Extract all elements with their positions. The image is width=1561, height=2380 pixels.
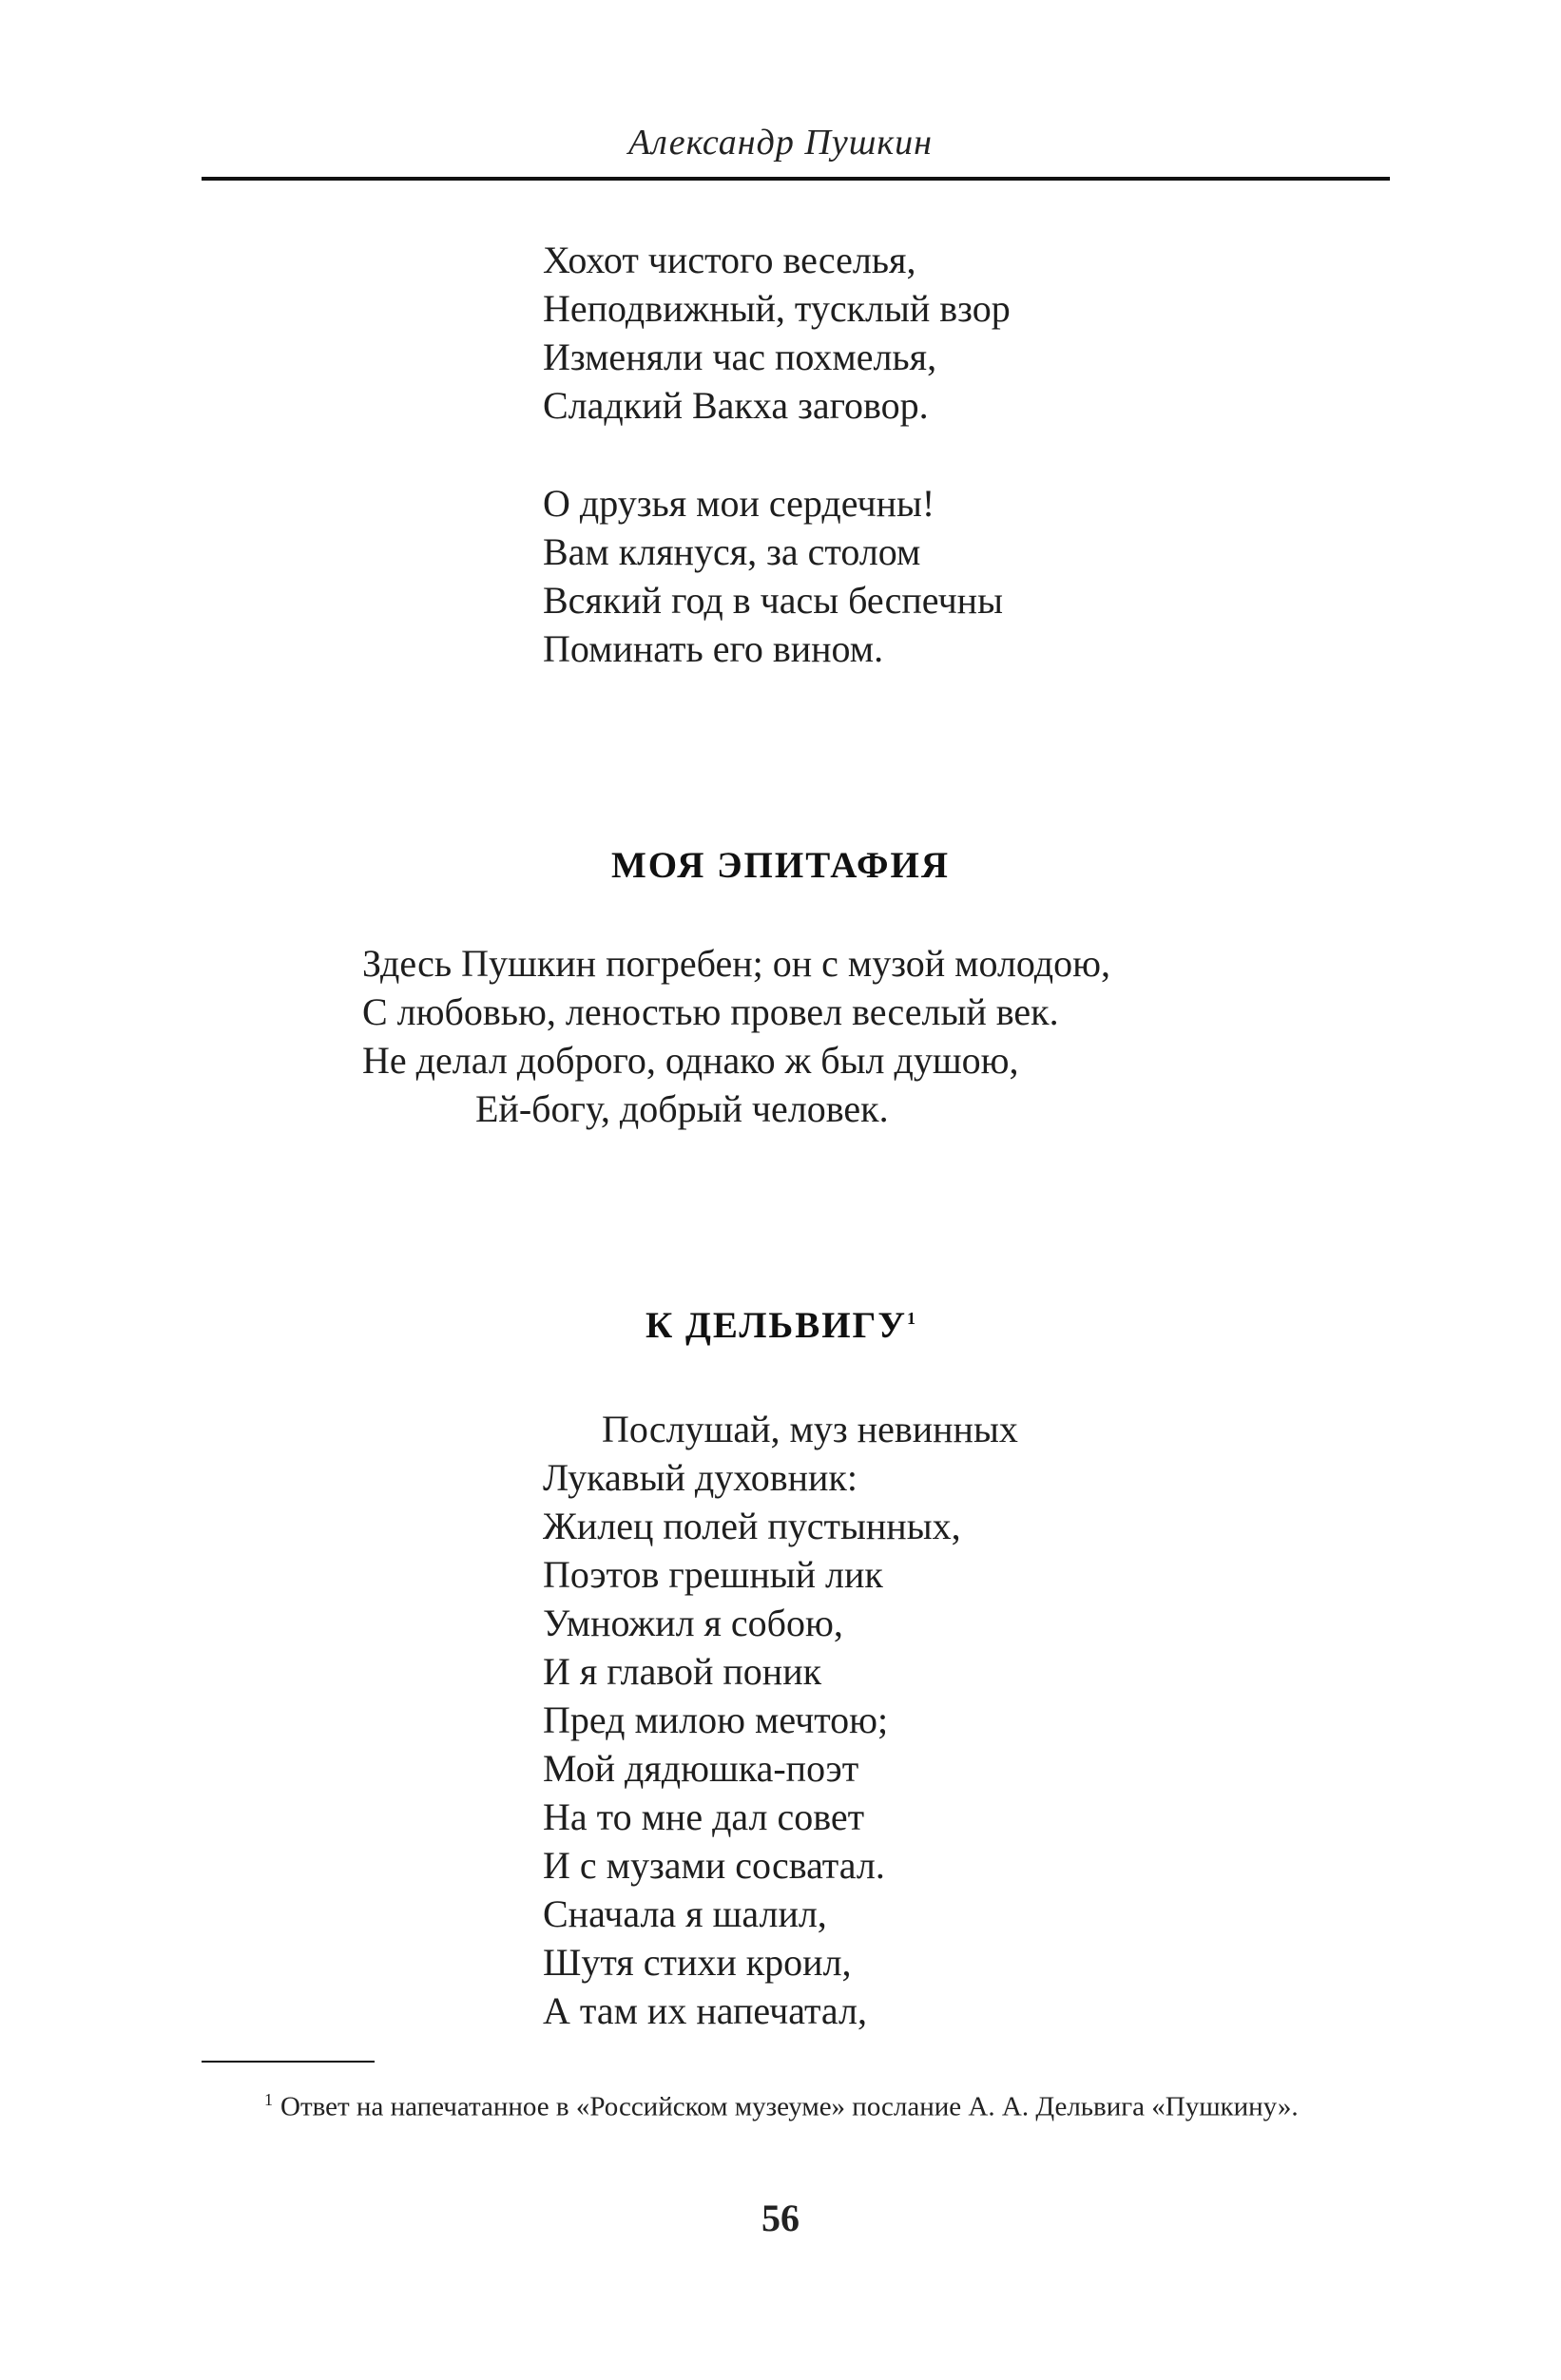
verse-line: А там их напечатал, (543, 1989, 867, 2032)
verse-line: Пред милою мечтою; (543, 1699, 889, 1741)
verse-line: Мой дядюшка-поэт (543, 1747, 859, 1790)
verse-line: Лукавый духовник: (543, 1456, 858, 1499)
verse-line: Здесь Пушкин погребен; он с музой молодою, (362, 942, 1111, 985)
verse-line: Умножил я собою, (543, 1602, 843, 1644)
verse-line: Всякий год в часы беспечны (543, 579, 1003, 622)
verse-line: Шутя стихи кроил, (543, 1941, 852, 1984)
verse-line: Жилец полей пустынных, (543, 1505, 961, 1547)
verse-line: И с музами сосватал. (543, 1844, 885, 1887)
verse-line: Сначала я шалил, (543, 1892, 827, 1935)
epitaph-title: МОЯ ЭПИТАФИЯ (610, 845, 950, 886)
header-divider (202, 177, 1390, 181)
poem-end-stanza-1 (543, 236, 1011, 430)
epitaph-stanza (362, 939, 1110, 1133)
verse-line: Хохот чистого веселья, (543, 239, 916, 281)
verse-line: На то мне дал совет (543, 1795, 865, 1838)
verse-line: Вам клянуся, за столом (543, 530, 921, 573)
footnote-text: Ответ на напечатанное в «Российском музеуме» послание А. А. Дельвига «Пушкину». (280, 2091, 1299, 2122)
verse-line: Поминать его вином. (543, 627, 884, 670)
verse-line: Поэтов грешный лик (543, 1553, 883, 1596)
verse-line: С любовью, леностью провел веселый век. (362, 990, 1059, 1033)
poem-end-stanza-2 (543, 479, 1003, 673)
footnote-divider (202, 2061, 375, 2063)
verse-line: О друзья мои сердечны! (543, 482, 935, 525)
running-head: Александр Пушкин (628, 123, 933, 163)
verse-line: Послушай, муз невинных (602, 1408, 1018, 1450)
footnote-reference: 1 (907, 1309, 915, 1328)
verse-line: Ей-богу, добрый человек. (475, 1087, 889, 1130)
footnote (202, 2080, 1390, 2128)
delvig-poem (543, 1405, 1018, 2035)
delvig-title (0, 1304, 1561, 1347)
verse-line: Сладкий Вакха заговор. (543, 384, 929, 427)
verse-line: Изменяли час похмелья, (543, 336, 937, 378)
verse-line: Неподвижный, тусклый взор (543, 287, 1011, 330)
verse-line: Не делал доброго, однако ж был душою, (362, 1039, 1019, 1082)
delvig-title-text: К ДЕЛЬВИГУ (646, 1305, 907, 1346)
footnote-mark: 1 (264, 2090, 273, 2109)
verse-line: И я главой поник (543, 1650, 822, 1693)
page-number: 56 (761, 2197, 800, 2239)
